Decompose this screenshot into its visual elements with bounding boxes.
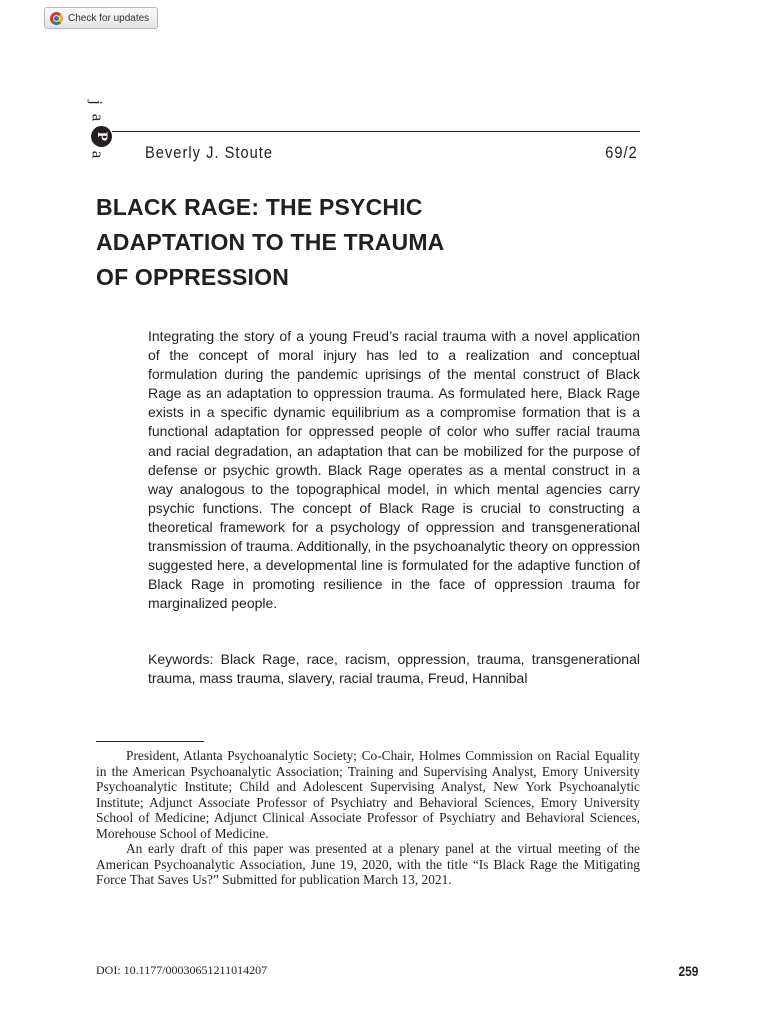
logo-letter: j xyxy=(86,100,106,105)
logo-letter-circled: P xyxy=(91,126,112,147)
check-for-updates-label: Check for updates xyxy=(68,12,150,24)
page-number: 259 xyxy=(678,963,698,979)
title-line: BLACK RAGE: THE PSYCHIC xyxy=(96,194,423,220)
running-head xyxy=(145,143,638,163)
header-rule xyxy=(112,131,640,132)
check-for-updates-button[interactable] xyxy=(44,7,158,29)
footnote-affiliation: President, Atlanta Psychoanalytic Society; Co-Chair, Holmes Commission on Racial Equality in the American Psychoanalytic Association; Training and Supervising Analyst, Emory University Psychoanalytic Institute; Child and Adolescent Supervising Analyst, New York Psychoanalytic Institute; Adjunct Associate Professor of Psychiatry and Behavioral Sciences, Emory University School of Medicine; Adjunct Clinical Associate Professor of Psychiatry and Behavioral Sciences, Morehouse School of Medicine. xyxy=(96,748,640,841)
running-head-author: Beverly J. Stoute xyxy=(145,143,274,162)
logo-letter: a xyxy=(88,113,108,122)
doi: DOI: 10.1177/00030651211014207 xyxy=(96,963,268,977)
footnote-rule xyxy=(96,741,204,742)
article-title xyxy=(96,190,636,295)
title-line: ADAPTATION TO THE TRAUMA xyxy=(96,229,445,255)
running-head-issue: 69/2 xyxy=(605,143,638,162)
footnote-presentation: An early draft of this paper was presented at a plenary panel at the virtual meeting of the American Psychoanalytic Association, June 19, 2020, with the title “Is Black Rage the Mitigating Force That Saves Us?” Submitted for publication March 13, 2021. xyxy=(96,841,640,887)
abstract: Integrating the story of a young Freud’s racial trauma with a novel application of the concept of moral injury has led to a realization and conceptual formulation during the pandemic uprisings of the mental construct of Black Rage as an adaptation to oppression trauma. As formulated here, Black Rage exists in a specific dynamic equilibrium as a compromise formation that is a functional adaptation for oppressed people of color who suffer racial trauma and racial degradation, an adaptation that can be mobilized for the purpose of defense or psychic growth. Black Rage operates as a mental construct in a way analogous to the topographical model, in which mental agencies carry psychic functions. The concept of Black Rage is crucial to constructing a theoretical framework for a psychology of oppression and transgenerational transmission of trauma. Additionally, in the psychoanalytic theory on oppression suggested here, a developmental line is formulated for the adaptive function of Black Rage in promoting resilience in the face of oppression trauma for marginalized people. xyxy=(148,328,640,612)
title-line: OF OPPRESSION xyxy=(96,264,290,290)
crossmark-icon xyxy=(50,12,63,25)
journal-logo xyxy=(86,94,116,160)
logo-letter: a xyxy=(88,150,108,159)
footnotes xyxy=(96,748,640,888)
keywords: Keywords: Black Rage, race, racism, oppression, trauma, transgenerational trauma, mass trauma, slavery, racial trauma, Freud, Hannibal xyxy=(148,651,640,687)
